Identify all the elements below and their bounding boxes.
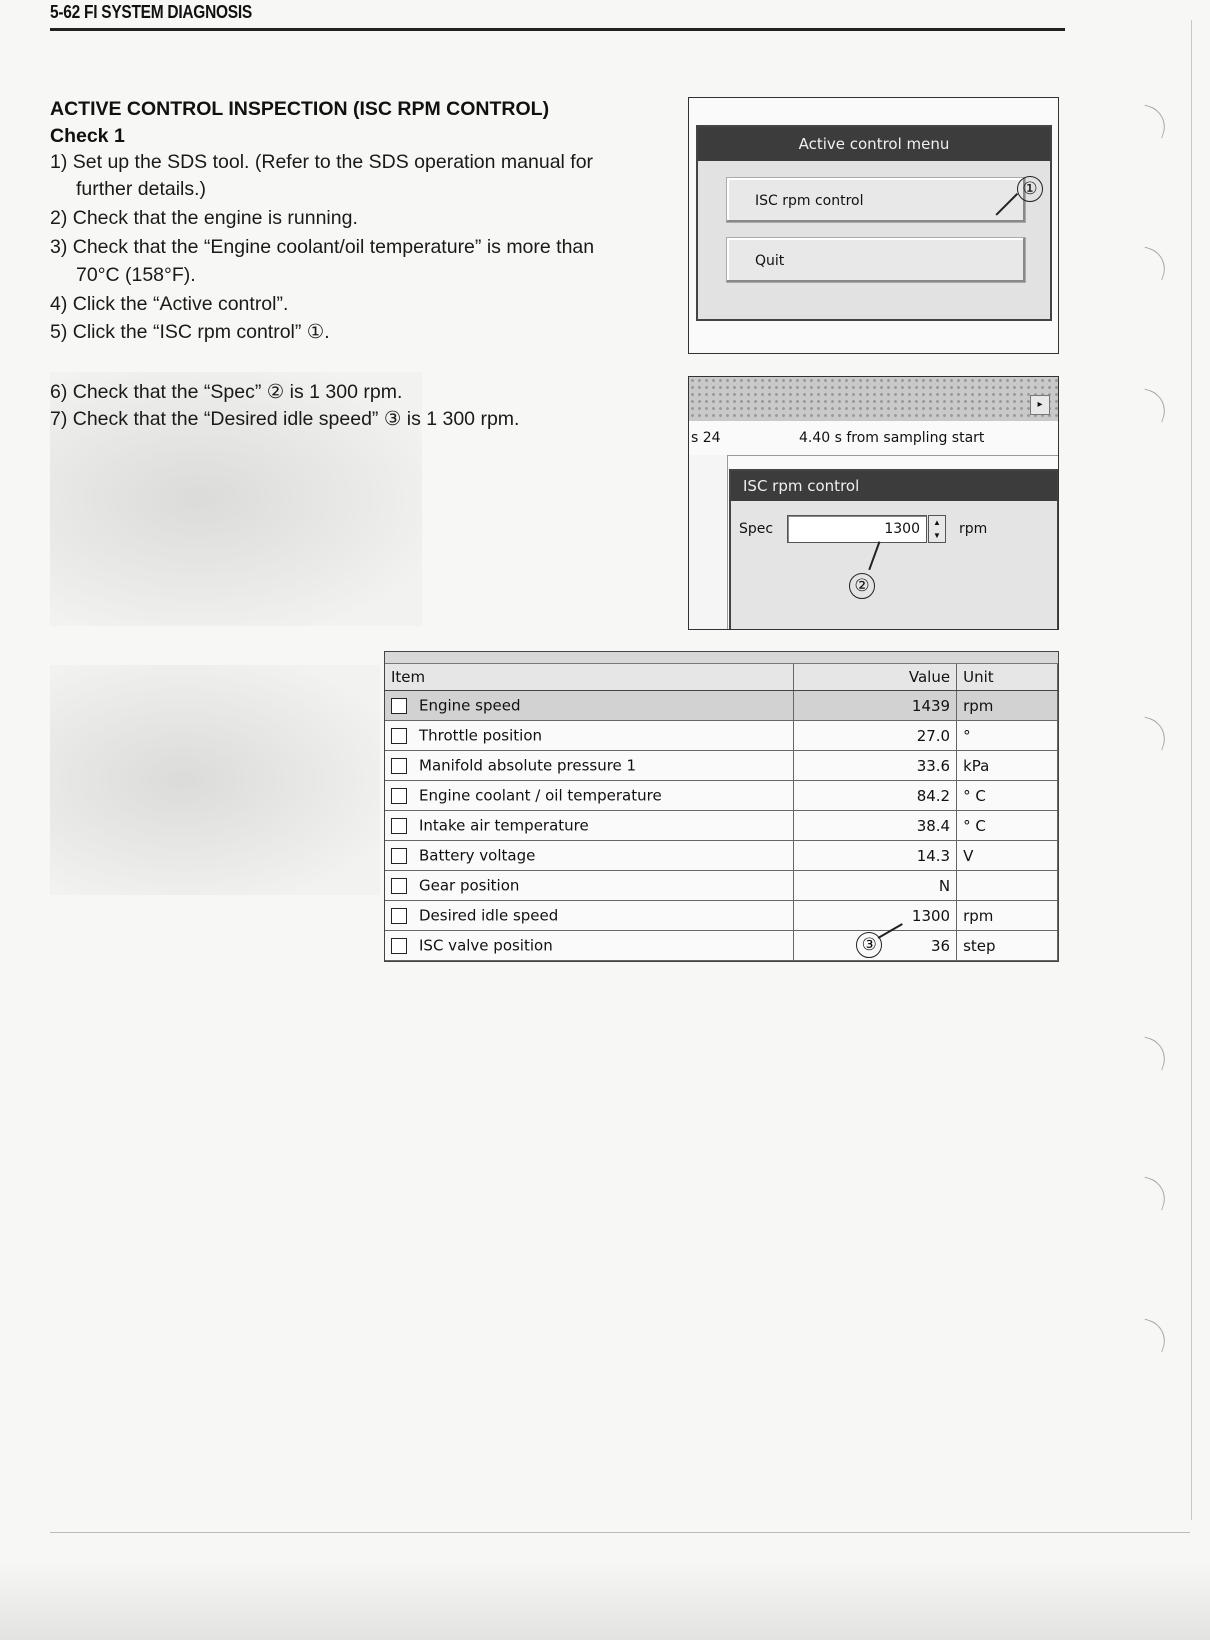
scroll-right-arrow-icon[interactable]: ▸ <box>1030 395 1050 415</box>
row-item-label: Gear position <box>419 876 520 895</box>
row-checkbox[interactable] <box>391 758 407 774</box>
binder-mark <box>1136 104 1170 138</box>
table-cell-item <box>385 721 794 751</box>
check-title: Check 1 <box>50 125 125 147</box>
column-header-item: Item <box>385 664 794 691</box>
binder-mark <box>1136 246 1170 280</box>
sampling-counter: s 24 <box>691 430 721 446</box>
table-cell-value <box>794 751 957 781</box>
table-cell-item <box>385 811 794 841</box>
table-cell-item <box>385 691 794 721</box>
sampling-status-row <box>689 421 1058 456</box>
table-cell-unit: ° C <box>957 781 1058 811</box>
step-4: 4) Click the “Active control”. <box>50 293 289 315</box>
table-cell-unit: ° <box>957 721 1058 751</box>
table-row <box>385 871 1058 901</box>
table-cell-value <box>794 721 957 751</box>
row-value: 27.0 <box>916 726 951 745</box>
column-header-unit: Unit <box>957 664 1058 691</box>
spec-stepper[interactable] <box>928 515 946 543</box>
row-item-label: Throttle position <box>419 726 543 745</box>
data-monitor-rows <box>385 691 1058 961</box>
callout-1: ① <box>1017 176 1043 202</box>
data-monitor-table <box>385 664 1058 961</box>
table-row <box>385 811 1058 841</box>
table-cell-value <box>794 781 957 811</box>
row-item-label: ISC valve position <box>419 936 553 955</box>
table-cell-item <box>385 751 794 781</box>
quit-button[interactable]: Quit <box>726 237 1026 283</box>
row-value: 14.3 <box>916 846 951 865</box>
table-row <box>385 841 1058 871</box>
step-5: 5) Click the “ISC rpm control” ①. <box>50 321 330 343</box>
table-row <box>385 931 1058 961</box>
table-cell-value <box>794 811 957 841</box>
step-3: 3) Check that the “Engine coolant/oil temperature” is more than <box>50 236 595 258</box>
row-checkbox[interactable] <box>391 938 407 954</box>
table-header-row <box>385 664 1058 691</box>
data-monitor-topstrip <box>385 652 1058 664</box>
row-checkbox[interactable] <box>391 698 407 714</box>
table-cell-unit: V <box>957 841 1058 871</box>
row-checkbox[interactable] <box>391 908 407 924</box>
row-value: N <box>938 876 951 895</box>
table-cell-item <box>385 841 794 871</box>
active-control-menu-window <box>696 125 1052 321</box>
table-row <box>385 721 1058 751</box>
callout-2: ② <box>849 573 875 599</box>
page-header-title: 5-62 FI SYSTEM DIAGNOSIS <box>50 2 252 22</box>
spin-up-icon[interactable]: ▲ <box>933 518 941 527</box>
table-row <box>385 751 1058 781</box>
header-rule <box>50 28 1065 31</box>
active-control-menu-title: Active control menu <box>698 127 1050 161</box>
table-cell-value <box>794 691 957 721</box>
row-item-label: Engine speed <box>419 696 521 715</box>
binder-mark <box>1136 1036 1170 1070</box>
table-cell-item <box>385 871 794 901</box>
row-value: 1300 <box>911 906 951 925</box>
row-value: 38.4 <box>916 816 951 835</box>
section-title: ACTIVE CONTROL INSPECTION (ISC RPM CONTROL) <box>50 98 550 120</box>
row-checkbox[interactable] <box>391 728 407 744</box>
spin-down-icon[interactable]: ▼ <box>933 531 941 540</box>
bottom-page-shadow <box>0 1560 1210 1640</box>
spec-unit: rpm <box>959 521 988 537</box>
table-row <box>385 781 1058 811</box>
left-data-column <box>689 455 728 630</box>
row-item-label: Desired idle speed <box>419 906 559 925</box>
callout-3: ③ <box>856 932 882 958</box>
step-1-continued: further details.) <box>76 178 207 200</box>
step-7: 7) Check that the “Desired idle speed” ③ is 1 300 rpm. <box>50 408 520 430</box>
row-item-label: Battery voltage <box>419 846 536 865</box>
table-cell-item <box>385 901 794 931</box>
binder-mark <box>1136 1318 1170 1352</box>
step-6: 6) Check that the “Spec” ② is 1 300 rpm. <box>50 381 403 403</box>
step-3-continued: 70°C (158°F). <box>76 264 196 286</box>
isc-rpm-control-button[interactable]: ISC rpm control <box>726 177 1026 223</box>
table-cell-item <box>385 781 794 811</box>
sampling-time: 4.40 s from sampling start <box>799 430 985 446</box>
row-checkbox[interactable] <box>391 878 407 894</box>
active-control-screenshot <box>688 97 1059 354</box>
table-cell-unit: ° C <box>957 811 1058 841</box>
table-cell-value <box>794 901 957 931</box>
row-checkbox[interactable] <box>391 848 407 864</box>
row-value: 33.6 <box>916 756 951 775</box>
table-row <box>385 901 1058 931</box>
binder-mark <box>1136 716 1170 750</box>
callout-2-leader <box>868 541 880 570</box>
column-header-value: Value <box>794 664 957 691</box>
row-value: 1439 <box>911 696 951 715</box>
row-item-label: Manifold absolute pressure 1 <box>419 756 637 775</box>
step-1: 1) Set up the SDS tool. (Refer to the SDS operation manual for <box>50 151 594 173</box>
data-monitor-screenshot <box>384 651 1059 962</box>
table-cell-unit: kPa <box>957 751 1058 781</box>
row-checkbox[interactable] <box>391 818 407 834</box>
table-cell-unit: rpm <box>957 901 1058 931</box>
margin-rule <box>1191 20 1192 1520</box>
table-cell-unit: step <box>957 931 1058 961</box>
table-cell-unit <box>957 871 1058 901</box>
background-photo-isc-valve <box>50 665 380 895</box>
row-checkbox[interactable] <box>391 788 407 804</box>
row-item-label: Intake air temperature <box>419 816 589 835</box>
table-row <box>385 691 1058 721</box>
row-item-label: Engine coolant / oil temperature <box>419 786 662 805</box>
binder-mark <box>1136 1176 1170 1210</box>
table-cell-unit: rpm <box>957 691 1058 721</box>
bottom-rule <box>50 1532 1190 1533</box>
spec-input[interactable]: 1300 <box>787 515 927 543</box>
row-value: 36 <box>931 936 951 955</box>
spec-label: Spec <box>739 521 774 537</box>
table-cell-item <box>385 931 794 961</box>
sds-toolbar <box>689 377 1058 421</box>
isc-rpm-control-screenshot <box>688 376 1059 630</box>
isc-dialog-title: ISC rpm control <box>731 471 1057 501</box>
binder-mark <box>1136 388 1170 422</box>
row-value: 84.2 <box>916 786 951 805</box>
table-cell-value <box>794 841 957 871</box>
table-cell-value <box>794 931 957 961</box>
table-cell-value <box>794 871 957 901</box>
isc-rpm-control-dialog <box>729 469 1059 630</box>
step-2: 2) Check that the engine is running. <box>50 207 358 229</box>
